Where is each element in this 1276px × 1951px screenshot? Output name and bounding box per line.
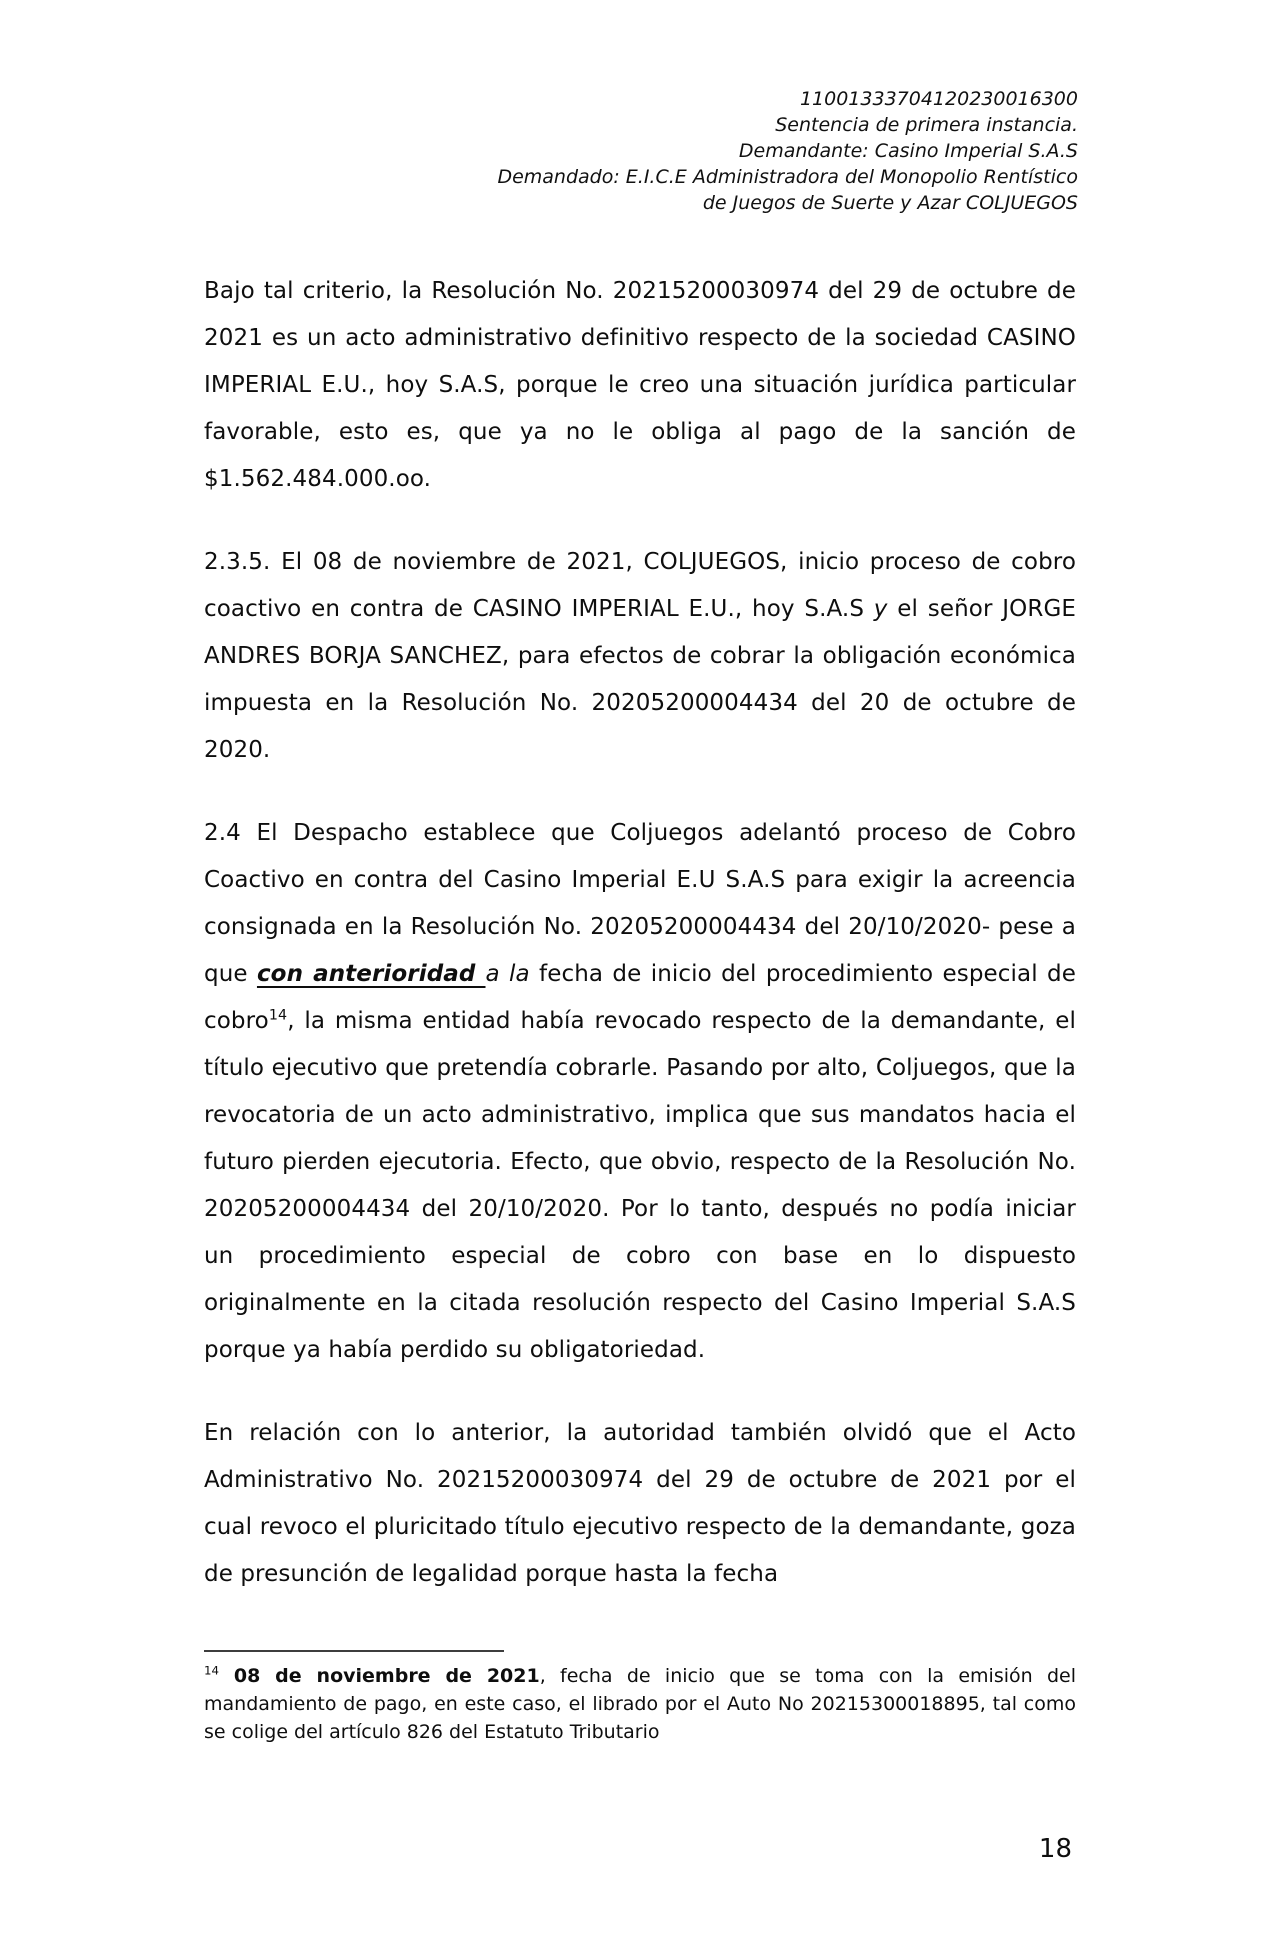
case-header	[378, 86, 1078, 216]
footnote-text: , fecha de inicio que se toma con la emisión del mandamiento de pago, en este caso, el librado por el Auto No 20215300018895, tal como se colige del artículo 826 del Estatuto Tributario	[204, 1665, 1076, 1743]
footnote-bold-date: 08 de noviembre de 2021	[218, 1665, 540, 1687]
italic-segment: a la	[485, 961, 530, 987]
paragraph-bajo-tal-criterio	[204, 268, 1076, 503]
paragraph-text: 2.3.5. El 08 de noviembre de 2021, COLJUEGOS, inicio proceso de cobro coactivo en contra de CASINO IMPERIAL E.U., hoy S.A.S	[204, 549, 1076, 622]
footnote-area	[204, 1650, 1076, 1746]
italic-segment: y	[873, 596, 888, 622]
emphasized-segment: con anterioridad	[256, 961, 486, 987]
paragraph-text: fecha de inicio del procedimiento especial de cobro	[204, 961, 1076, 1034]
paragraph-text: , la misma entidad había revocado respecto de la demandante, el título ejecutivo que pretendía cobrarle. Pasando por alto, Coljuegos, que la revocatoria de un acto administrativo, implica que sus mandatos hacia el futuro pierden ejecutoria. Efecto, que obvio, respecto de la Resolución No. 20205200004434 del 20/10/2020. Por lo tanto, después no podía iniciar un procedimiento especial de cobro con base en lo dispuesto originalmente en la citada resolución respecto del Casino Imperial S.A.S porque ya había perdido su obligatoriedad.	[204, 1008, 1076, 1363]
paragraph-2-4	[204, 810, 1076, 1374]
paragraph-en-relacion	[204, 1410, 1076, 1598]
footnote-14	[204, 1662, 1076, 1746]
footnote-reference-14: 14	[268, 1007, 288, 1024]
paragraph-2-3-5	[204, 539, 1076, 774]
footnote-marker: 14	[204, 1663, 219, 1678]
case-number: 11001333704120230016300	[799, 88, 1078, 110]
paragraph-text: En relación con lo anterior, la autoridad también olvidó que el Acto Administrativo No. 20215200030974 del 29 de octubre de 2021 por el cual revoco el pluricitado título ejecutivo respecto de la demandante, goza de presunción de legalidad porque hasta la fecha	[204, 1420, 1076, 1587]
case-header-line: Sentencia de primera instancia.	[775, 114, 1078, 136]
case-header-line: Demandado: E.I.C.E Administradora del Monopolio Rentístico	[497, 166, 1078, 188]
case-header-line: de Juegos de Suerte y Azar COLJUEGOS	[702, 192, 1078, 214]
page-number: 18	[1038, 1834, 1072, 1864]
paragraph-text: el señor JORGE ANDRES BORJA SANCHEZ, para efectos de cobrar la obligación económica impuesta en la Resolución No. 20205200004434 del 20 de octubre de 2020.	[204, 596, 1077, 763]
document-body	[204, 268, 1076, 1634]
case-header-line: Demandante: Casino Imperial S.A.S	[738, 140, 1078, 162]
footnote-separator	[204, 1650, 504, 1652]
paragraph-text: 2.4 El Despacho establece que Coljuegos adelantó proceso de Cobro Coactivo en contra del Casino Imperial E.U S.A.S para exigir la acreencia consignada en la Resolución No. 20205200004434 del 20/10/2020- pese a que	[204, 820, 1076, 987]
paragraph-text: Bajo tal criterio, la Resolución No. 20215200030974 del 29 de octubre de 2021 es un acto administrativo definitivo respecto de la sociedad CASINO IMPERIAL E.U., hoy S.A.S, porque le creo una situación jurídica particular favorable, esto es, que ya no le obliga al pago de la sanción de $1.562.484.000.oo.	[204, 278, 1076, 492]
